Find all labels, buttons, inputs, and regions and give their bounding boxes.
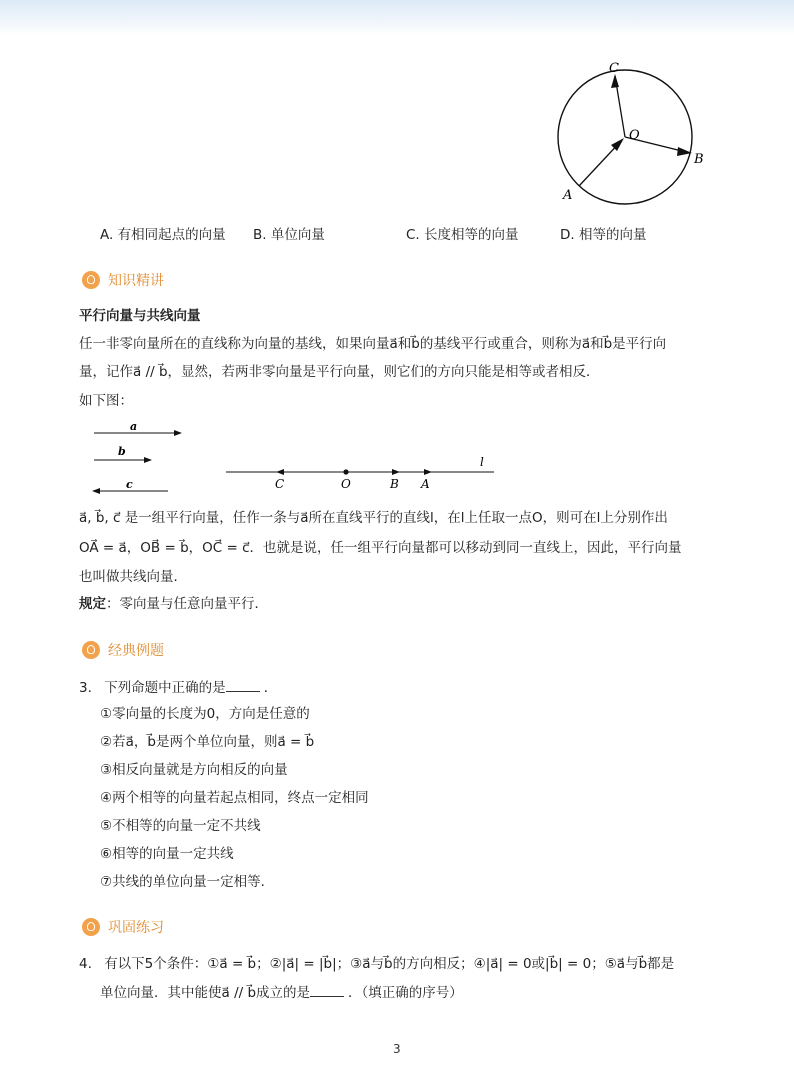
lightbulb-icon <box>82 641 100 659</box>
knowledge-para1-line1: 任一非零向量所在的直线称为向量的基线，如果向量a⃗和b⃗的基线平行或重合，则称为a⃗和b⃗是平行向 <box>79 336 667 352</box>
line-l-label: l <box>480 455 484 469</box>
vec-a-label: a <box>130 420 138 433</box>
question-3-stem <box>79 677 277 699</box>
statement-item: ④两个相等的向量若起点相同，终点一定相同 <box>100 790 369 806</box>
question-4-number: 4. <box>79 956 92 972</box>
rule-line <box>79 593 268 615</box>
page-header-band <box>0 0 794 36</box>
label-O: O <box>629 128 640 143</box>
label-C: C <box>609 61 619 76</box>
option-b[interactable]: B. 单位向量 <box>253 227 325 243</box>
parallel-vectors-figure <box>88 418 498 498</box>
vec-b-label: b <box>118 445 126 458</box>
point-A-label: A <box>421 477 430 491</box>
answer-blank[interactable] <box>310 982 344 997</box>
option-c[interactable]: C. 长度相等的向量 <box>406 227 519 243</box>
vec-c-label: c <box>126 478 133 491</box>
question-4-text2: 单位向量．其中能使a⃗ // b⃗成立的是 <box>100 985 311 1001</box>
statement-item: ③相反向量就是方向相反的向量 <box>100 762 288 778</box>
knowledge-para1-line2: 量，记作a⃗ // b⃗，显然，若两非零向量是平行向量，则它们的方向只能是相等或者相反． <box>79 364 600 380</box>
section-title-knowledge: 知识精讲 <box>108 273 164 289</box>
statement-item: ①零向量的长度为0，方向是任意的 <box>100 706 310 722</box>
statement-item: ⑤不相等的向量一定不共线 <box>100 818 261 834</box>
lightbulb-icon <box>82 918 100 936</box>
page-number: 3 <box>393 1042 401 1056</box>
question-4-line1 <box>79 953 674 975</box>
knowledge-para3-line1: a⃗, b⃗, c⃗ 是一组平行向量，任作一条与a⃗所在直线平行的直线l，在l上任取一点O，则可在l上分别作出 <box>79 510 668 526</box>
label-B: B <box>694 152 704 167</box>
knowledge-para2: 如下图： <box>79 393 133 409</box>
statement-item: ⑦共线的单位向量一定相等． <box>100 874 275 890</box>
point-O-label: O <box>341 477 351 491</box>
rule-label: 规定 <box>79 596 106 612</box>
circle-vector-figure <box>548 56 718 206</box>
question-4-end: ．（填正确的序号） <box>348 985 463 1001</box>
question-4-text: 有以下5个条件：①a⃗ = b⃗；②|a⃗| = |b⃗|；③a⃗与b⃗的方向相反；④|a⃗| = 0或|b⃗| = 0；⑤a⃗与b⃗都是 <box>104 956 675 972</box>
answer-blank[interactable] <box>226 677 260 692</box>
question-3-text: 下列命题中正确的是 <box>104 680 226 696</box>
question-3-end: ． <box>263 680 278 696</box>
point-B-label: B <box>390 477 399 491</box>
subsection-title: 平行向量与共线向量 <box>79 308 201 324</box>
statement-item: ⑥相等的向量一定共线 <box>100 846 234 862</box>
label-A: A <box>563 188 573 203</box>
section-title-examples: 经典例题 <box>108 643 164 659</box>
question-3-number: 3. <box>79 680 92 696</box>
section-title-practice: 巩固练习 <box>108 920 164 936</box>
option-a[interactable]: A. 有相同起点的向量 <box>100 227 226 243</box>
knowledge-para3-line2: OA⃗ = a⃗，OB⃗ = b⃗，OC⃗ = c⃗．也就是说，任一组平行向量都可以移动到同一直线上，因此，平行向量 <box>79 540 682 556</box>
lightbulb-icon <box>82 271 100 289</box>
option-d[interactable]: D. 相等的向量 <box>560 227 647 243</box>
knowledge-para3-line3: 也叫做共线向量． <box>79 569 187 585</box>
question-4-line2 <box>100 982 463 1004</box>
point-C-label: C <box>275 477 285 491</box>
statement-item: ②若a⃗，b⃗是两个单位向量，则a⃗ = b⃗ <box>100 734 315 750</box>
rule-text: ：零向量与任意向量平行． <box>106 596 268 612</box>
